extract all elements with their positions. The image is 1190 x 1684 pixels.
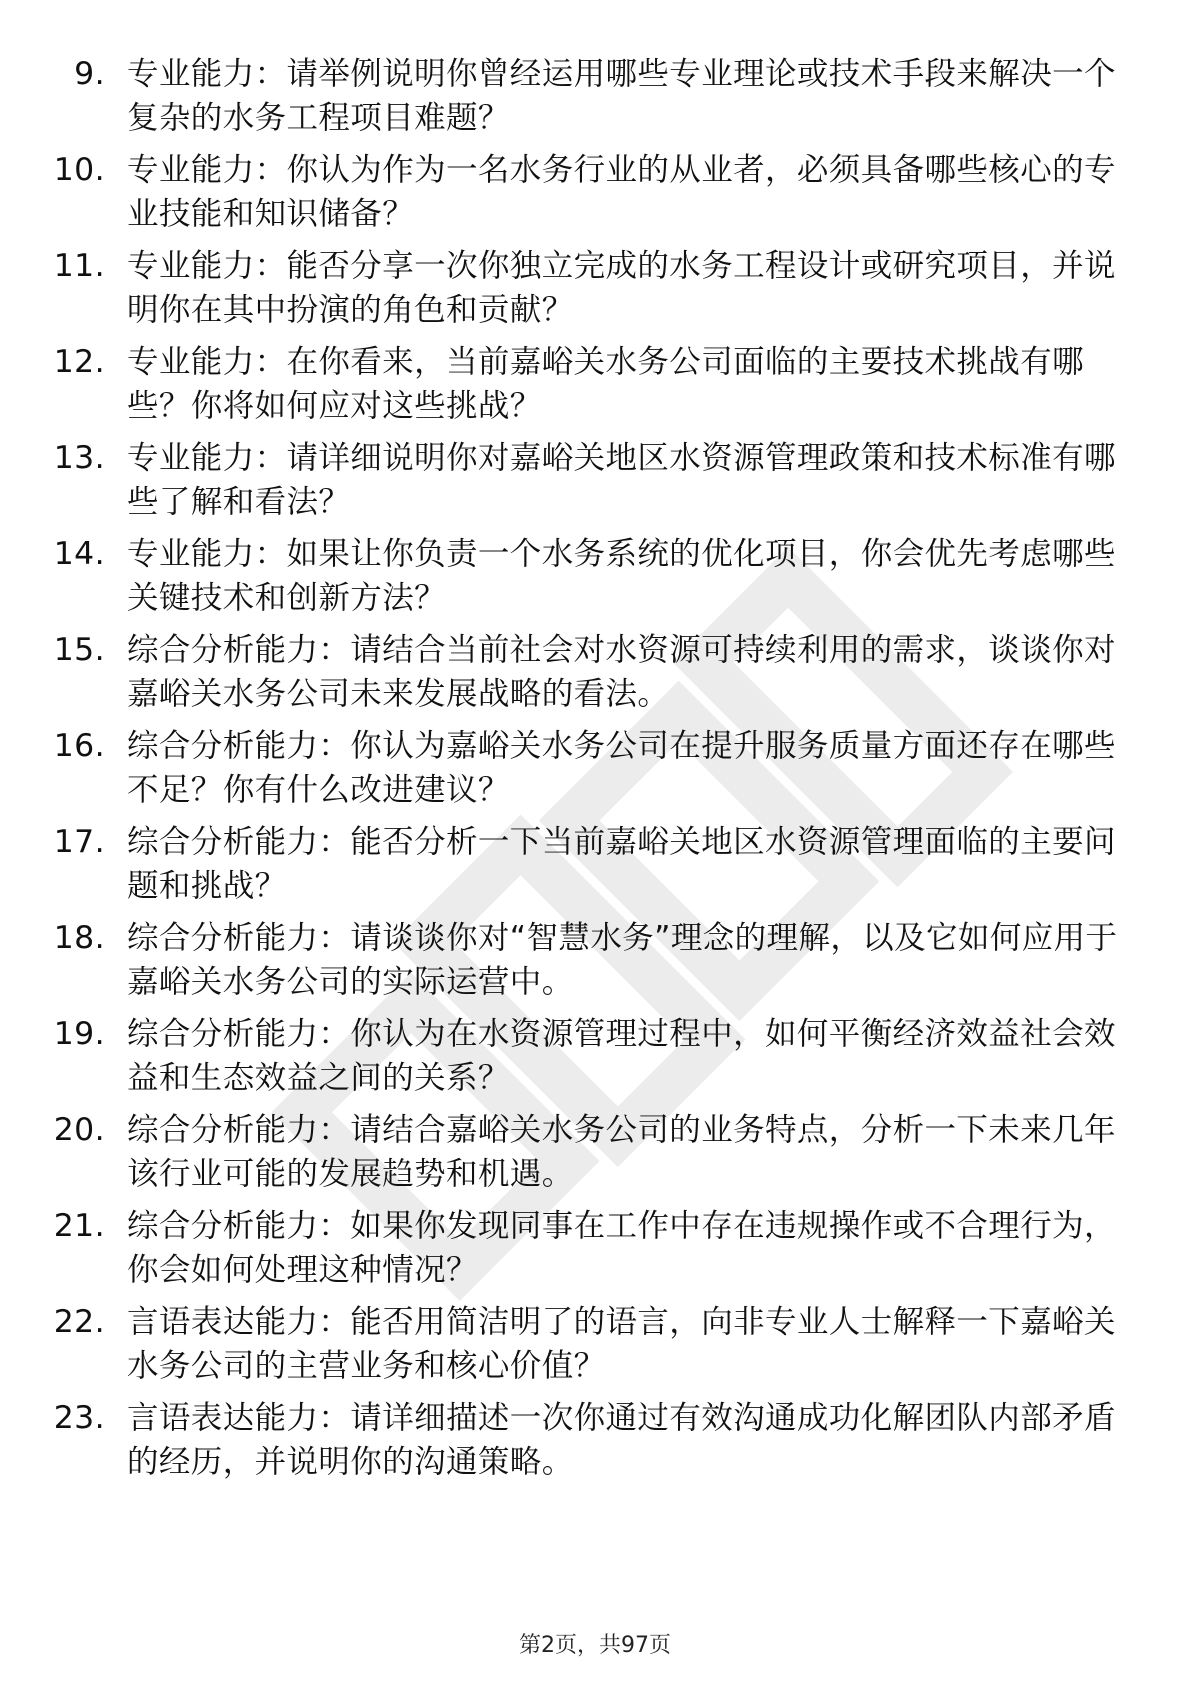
question-number: 12.: [53, 344, 105, 380]
question-number: 22.: [53, 1304, 105, 1340]
question-item-21: [0, 1204, 1190, 1300]
question-number: 16.: [53, 728, 105, 764]
question-item-16: [0, 724, 1190, 820]
question-number: 21.: [53, 1208, 105, 1244]
question-text: 综合分析能力：能否分析一下当前嘉峪关地区水资源管理面临的主要问题和挑战？: [127, 824, 1116, 904]
question-number: 10.: [53, 152, 105, 188]
question-text: 专业能力：请详细说明你对嘉峪关地区水资源管理政策和技术标准有哪些了解和看法？: [127, 440, 1116, 520]
question-text: 综合分析能力：请结合嘉峪关水务公司的业务特点，分析一下未来几年该行业可能的发展趋势和机遇。: [127, 1112, 1116, 1192]
question-text: 专业能力：请举例说明你曾经运用哪些专业理论或技术手段来解决一个复杂的水务工程项目难题？: [127, 56, 1116, 136]
question-number: 20.: [53, 1112, 105, 1148]
question-text: 专业能力：能否分享一次你独立完成的水务工程设计或研究项目，并说明你在其中扮演的角色和贡献？: [127, 248, 1116, 328]
page-footer: 第2页，共97页: [519, 1633, 671, 1658]
question-number: 9.: [74, 56, 105, 92]
question-item-19: [0, 1012, 1190, 1108]
question-number: 19.: [53, 1016, 105, 1052]
question-number: 13.: [53, 440, 105, 476]
question-item-20: [0, 1108, 1190, 1204]
question-number: 14.: [53, 536, 105, 572]
question-text: 言语表达能力：请详细描述一次你通过有效沟通成功化解团队内部矛盾的经历，并说明你的沟通策略。: [127, 1400, 1116, 1480]
question-item-11: [0, 244, 1190, 340]
question-item-17: [0, 820, 1190, 916]
question-number: 17.: [53, 824, 105, 860]
question-number: 15.: [53, 632, 105, 668]
question-item-15: [0, 628, 1190, 724]
question-text: 综合分析能力：你认为在水资源管理过程中，如何平衡经济效益社会效益和生态效益之间的关系？: [127, 1016, 1116, 1096]
question-item-14: [0, 532, 1190, 628]
question-text: 专业能力：如果让你负责一个水务系统的优化项目，你会优先考虑哪些关键技术和创新方法？: [127, 536, 1116, 616]
question-number: 18.: [53, 920, 105, 956]
question-text: 言语表达能力：能否用简洁明了的语言，向非专业人士解释一下嘉峪关水务公司的主营业务和核心价值？: [127, 1304, 1116, 1384]
question-item-22: [0, 1300, 1190, 1396]
question-text: 综合分析能力：请谈谈你对“智慧水务”理念的理解，以及它如何应用于嘉峪关水务公司的实际运营中。: [127, 920, 1118, 1000]
question-number: 11.: [53, 248, 105, 284]
question-item-23: [0, 1396, 1190, 1492]
question-item-13: [0, 436, 1190, 532]
question-item-10: [0, 148, 1190, 244]
question-text: 专业能力：你认为作为一名水务行业的从业者，必须具备哪些核心的专业技能和知识储备？: [127, 152, 1116, 232]
question-item-18: [0, 916, 1190, 1012]
question-text: 专业能力：在你看来，当前嘉峪关水务公司面临的主要技术挑战有哪些？你将如何应对这些挑战？: [127, 344, 1085, 424]
question-item-12: [0, 340, 1190, 436]
question-number: 23.: [53, 1400, 105, 1436]
question-text: 综合分析能力：你认为嘉峪关水务公司在提升服务质量方面还存在哪些不足？你有什么改进建议？: [127, 728, 1116, 808]
question-text: 综合分析能力：请结合当前社会对水资源可持续利用的需求，谈谈你对嘉峪关水务公司未来发展战略的看法。: [127, 632, 1116, 712]
question-text: 综合分析能力：如果你发现同事在工作中存在违规操作或不合理行为，你会如何处理这种情况？: [127, 1208, 1116, 1288]
question-list: [0, 52, 1190, 1492]
question-item-9: [0, 52, 1190, 148]
